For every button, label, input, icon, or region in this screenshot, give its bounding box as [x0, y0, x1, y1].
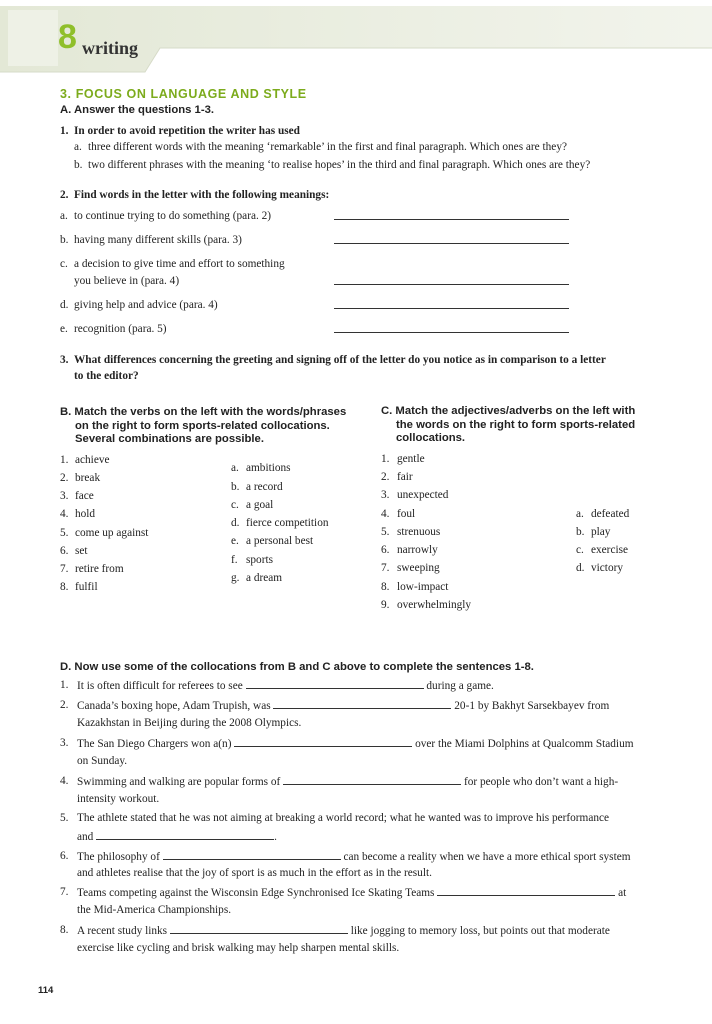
part-b-heading [60, 406, 346, 447]
q1a-text: three different words with the meaning ‘remarkable’ in the first and final paragraph. Which ones are they? [88, 141, 567, 153]
part-c-heading [381, 405, 635, 446]
d8-number: 8. [60, 924, 69, 936]
b-left-num: 8. [60, 581, 69, 593]
d4-line2: intensity workout. [77, 793, 160, 805]
part-b-heading-line: Several combinations are possible. [75, 433, 264, 445]
d2-line2: Kazakhstan in Beijing during the 2008 Olympics. [77, 717, 302, 729]
d8-blank[interactable] [170, 923, 348, 934]
q3-number: 3. [60, 354, 69, 366]
d5-blank[interactable] [96, 829, 274, 840]
q1b-text: two different phrases with the meaning ‘to realise hopes’ in the third and final paragraph. Which ones are they? [88, 159, 591, 171]
d1-sentence [77, 678, 494, 693]
b-left-num: 3. [60, 490, 69, 502]
c-left-num: 7. [381, 562, 390, 574]
q2d-answer-line[interactable] [334, 308, 569, 309]
q2a-answer-line[interactable] [334, 219, 569, 220]
c-right-item: defeated [591, 508, 630, 520]
b-left-num: 7. [60, 563, 69, 575]
b-right-letter: a. [231, 462, 239, 474]
q2b-letter: b. [60, 234, 69, 246]
d4-part-a: Swimming and walking are popular forms of [77, 776, 281, 788]
d5-number: 5. [60, 812, 69, 824]
d5-part-c: . [274, 831, 277, 843]
d3-sentence [77, 736, 634, 751]
d6-blank[interactable] [163, 849, 341, 860]
c-left-item: overwhelmingly [397, 599, 472, 611]
b-left-item: fulfil [75, 581, 98, 593]
d1-part-a: It is often difficult for referees to see [77, 680, 243, 692]
q2c-text-line2: you believe in (para. 4) [74, 275, 180, 287]
c-left-item: sweeping [397, 562, 440, 574]
d6-part-a: The philosophy of [77, 851, 160, 863]
c-left-num: 3. [381, 489, 390, 501]
part-d-heading: D. Now use some of the collocations from B and C above to complete the sentences 1-8. [60, 661, 534, 673]
d5-part-b: and [77, 831, 94, 843]
q2a-text: to continue trying to do something (para. 2) [74, 210, 272, 222]
b-right-item: fierce competition [246, 517, 329, 529]
d4-number: 4. [60, 775, 69, 787]
d5-sentence: The athlete stated that he was not aiming at breaking a world record; what he wanted was to improve his performance [77, 812, 610, 824]
b-left-item: come up against [75, 527, 149, 539]
d4-part-b: for people who don’t want a high- [463, 776, 619, 788]
q3-text-line2: to the editor? [74, 370, 139, 382]
b-left-num: 1. [60, 454, 69, 466]
d7-line2: the Mid-America Championships. [77, 904, 232, 916]
d5-line2 [77, 829, 277, 844]
q2d-text: giving help and advice (para. 4) [74, 299, 218, 311]
b-left-item: set [75, 545, 88, 557]
c-left-item: low-impact [397, 581, 449, 593]
c-left-num: 6. [381, 544, 390, 556]
q1-text: In order to avoid repetition the writer has used [74, 125, 300, 137]
part-b-heading-line: B. Match the verbs on the left with the words/phrases [60, 406, 347, 418]
q2c-text: a decision to give time and effort to something [74, 258, 285, 270]
chapter-title: writing [82, 38, 138, 58]
part-b-heading-line: on the right to form sports-related collocations. [75, 419, 330, 432]
d7-sentence [77, 885, 626, 900]
d3-line2: on Sunday. [77, 755, 128, 767]
c-left-item: narrowly [397, 544, 438, 556]
q3-text: What differences concerning the greeting and signing off of the letter do you notice as in comparison to a letter [74, 354, 606, 366]
d3-part-b: over the Miami Dolphins at Qualcomm Stadium [415, 738, 634, 750]
q2a-letter: a. [60, 210, 68, 222]
part-c-heading-line: C. Match the adjectives/adverbs on the left with [381, 405, 636, 417]
c-right-item: victory [591, 562, 623, 574]
c-left-item: gentle [397, 453, 425, 465]
q2b-text: having many different skills (para. 3) [74, 234, 242, 246]
b-left-num: 4. [60, 508, 69, 520]
section-title: 3. FOCUS ON LANGUAGE AND STYLE [60, 87, 307, 101]
d1-part-b: during a game. [426, 680, 494, 692]
d7-blank[interactable] [437, 885, 615, 896]
q2e-answer-line[interactable] [334, 332, 569, 333]
b-right-letter: e. [231, 535, 239, 547]
b-left-num: 5. [60, 527, 69, 539]
d6-number: 6. [60, 850, 69, 862]
chapter-number: 8 [58, 18, 77, 56]
c-left-num: 5. [381, 526, 390, 538]
c-left-num: 4. [381, 508, 390, 520]
c-left-item: unexpected [397, 489, 449, 501]
b-left-item: retire from [75, 563, 124, 575]
q2c-answer-line[interactable] [334, 284, 569, 285]
b-right-item: a goal [246, 499, 274, 511]
c-left-item: foul [397, 508, 416, 520]
q2-text: Find words in the letter with the following meanings: [74, 189, 330, 201]
q2d-letter: d. [60, 299, 69, 311]
d1-blank[interactable] [246, 678, 424, 689]
part-c-heading-line: the words on the right to form sports-related [396, 418, 636, 431]
d2-sentence [77, 698, 609, 713]
c-left-num: 9. [381, 599, 390, 611]
b-left-num: 2. [60, 472, 69, 484]
c-left-num: 2. [381, 471, 390, 483]
d8-line2: exercise like cycling and brisk walking may help sharpen mental skills. [77, 942, 400, 954]
d4-sentence [77, 774, 618, 789]
d7-part-a: Teams competing against the Wisconsin Edge Synchronised Ice Skating Teams [77, 887, 435, 899]
d7-number: 7. [60, 886, 69, 898]
b-left-num: 6. [60, 545, 69, 557]
q1b-letter: b. [74, 159, 83, 171]
d6-part-b: can become a reality when we have a more ethical sport system [343, 851, 631, 863]
d4-blank[interactable] [283, 774, 461, 785]
d6-line2: and athletes realise that the joy of sport is as much in the effort as in the result. [77, 867, 432, 879]
b-right-item: ambitions [246, 462, 291, 474]
d3-blank[interactable] [234, 736, 412, 747]
d1-number: 1. [60, 679, 69, 691]
b-right-letter: c. [231, 499, 239, 511]
d3-number: 3. [60, 737, 69, 749]
d2-blank[interactable] [273, 698, 451, 709]
b-right-letter: b. [231, 481, 240, 493]
d3-part-a: The San Diego Chargers won a(n) [77, 738, 232, 750]
part-a-heading: A. Answer the questions 1-3. [60, 104, 215, 116]
d8-part-b: like jogging to memory loss, but points out that moderate [350, 925, 610, 937]
b-left-item: face [75, 490, 94, 502]
q2-number: 2. [60, 189, 69, 201]
b-right-letter: f. [231, 554, 238, 566]
q1a-letter: a. [74, 141, 82, 153]
b-left-item: break [75, 472, 101, 484]
q2c-letter: c. [60, 258, 68, 270]
b-right-item: a dream [246, 572, 283, 584]
d2-part-b: 20-1 by Bakhyt Sarsekbayev from [454, 700, 610, 712]
q2e-letter: e. [60, 323, 68, 335]
d7-part-b: at [618, 887, 627, 899]
part-c-heading-line: collocations. [396, 432, 466, 444]
d8-sentence [77, 923, 610, 938]
c-right-letter: d. [576, 562, 585, 574]
b-right-letter: d. [231, 517, 240, 529]
c-right-letter: b. [576, 526, 585, 538]
c-right-letter: a. [576, 508, 584, 520]
page-number: 114 [38, 985, 54, 996]
b-right-item: a record [246, 481, 283, 493]
c-left-num: 1. [381, 453, 390, 465]
b-left-item: achieve [75, 454, 110, 466]
c-left-item: strenuous [397, 526, 441, 538]
d6-sentence [77, 849, 631, 864]
q1-number: 1. [60, 125, 69, 137]
c-left-item: fair [397, 471, 413, 483]
c-left-num: 8. [381, 581, 390, 593]
chapter-header [0, 0, 712, 80]
d2-part-a: Canada’s boxing hope, Adam Trupish, was [77, 700, 271, 712]
b-right-item: a personal best [246, 535, 314, 547]
c-right-letter: c. [576, 544, 584, 556]
d8-part-a: A recent study links [77, 925, 168, 937]
c-right-item: exercise [591, 544, 629, 556]
d2-number: 2. [60, 699, 69, 711]
q2e-text: recognition (para. 5) [74, 323, 167, 335]
c-right-item: play [591, 526, 611, 538]
b-right-letter: g. [231, 572, 240, 584]
b-left-item: hold [75, 508, 96, 520]
q2b-answer-line[interactable] [334, 243, 569, 244]
b-right-item: sports [246, 554, 273, 566]
